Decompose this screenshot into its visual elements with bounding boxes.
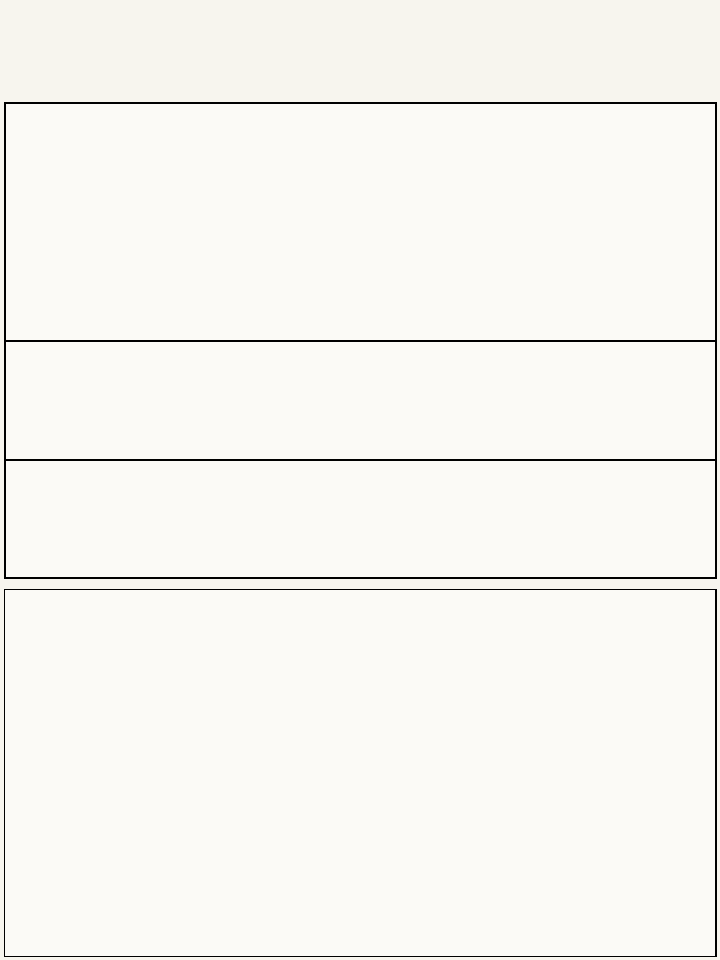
dai-van-row-2	[4, 461, 717, 579]
annual-luck-grid	[4, 589, 717, 957]
four-pillars-table	[4, 102, 717, 342]
chart-header	[0, 0, 720, 102]
dai-van-row-1	[4, 342, 717, 461]
